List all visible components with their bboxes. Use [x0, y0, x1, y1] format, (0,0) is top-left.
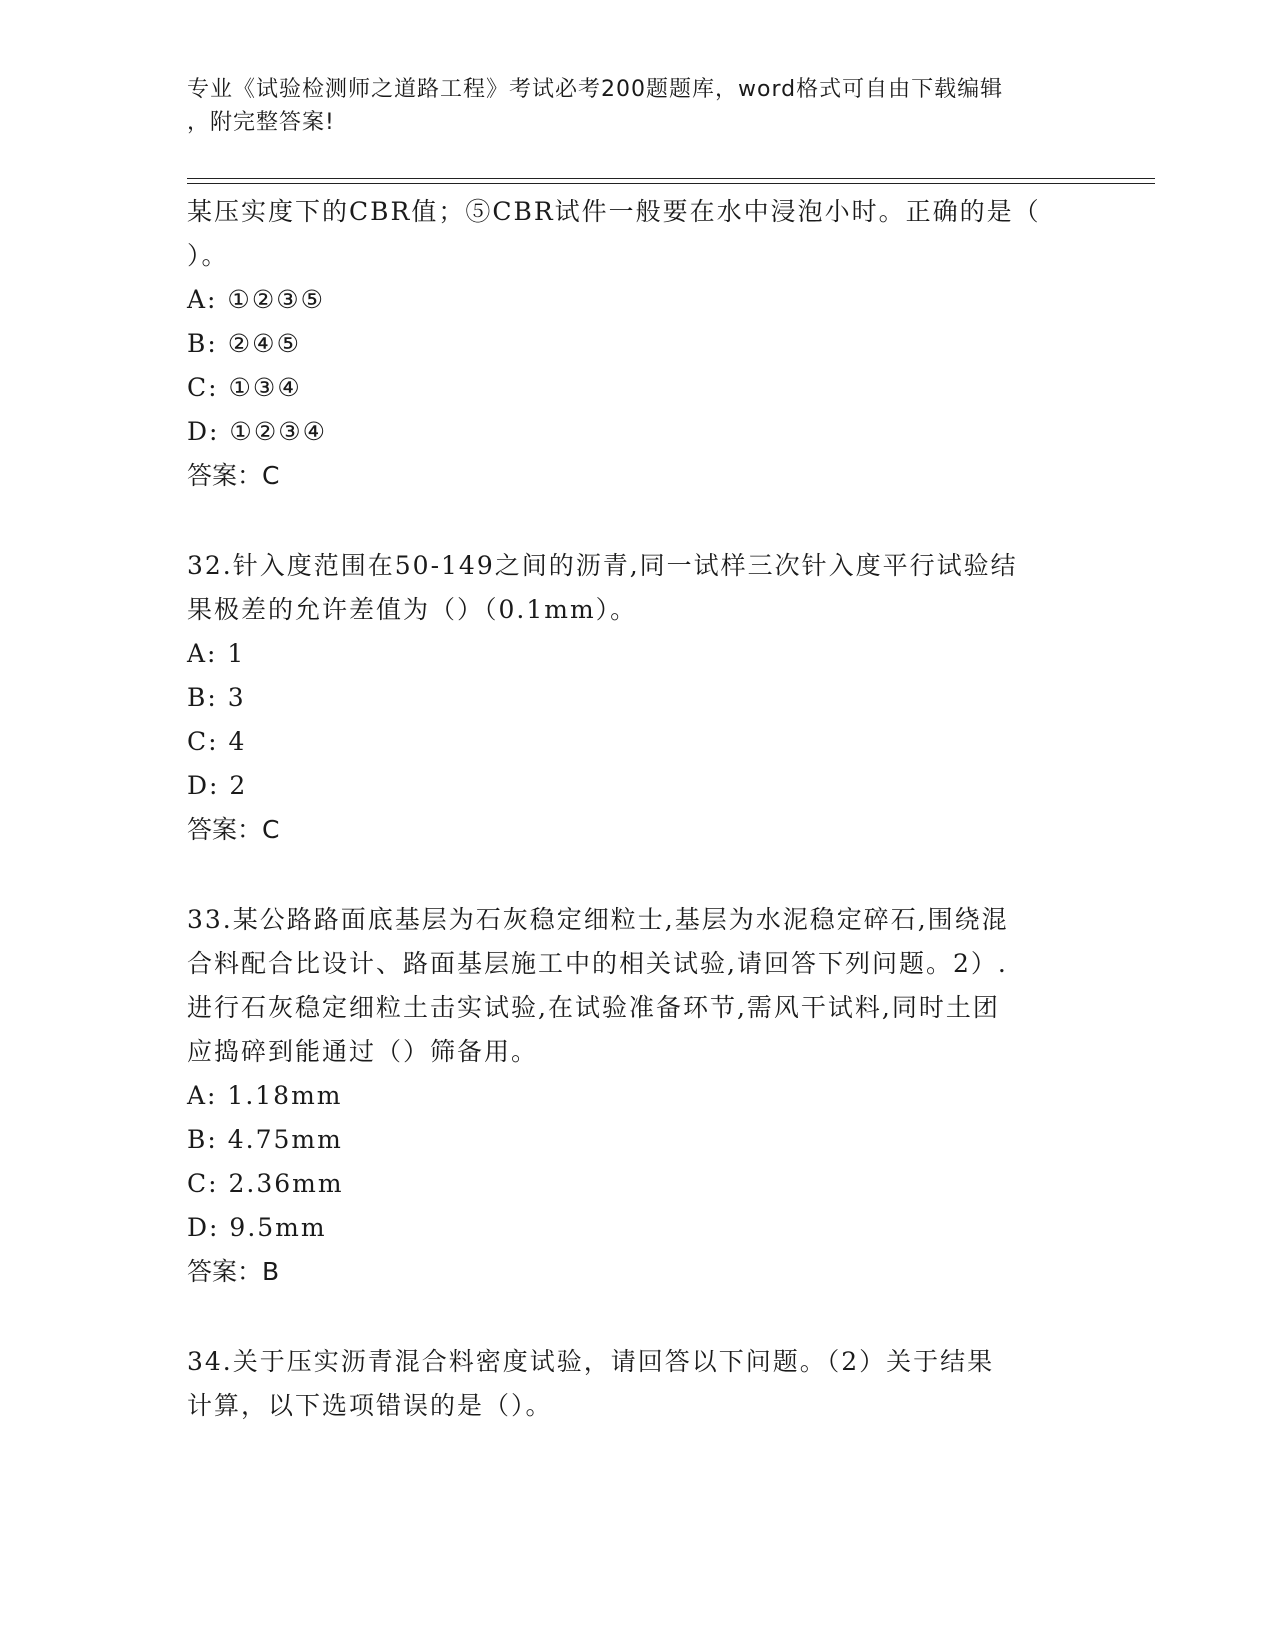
option-d: D: ①②③④	[187, 417, 328, 446]
question-stem-line: 32.针入度范围在50-149之间的沥青,同一试样三次针入度平行试验结	[187, 551, 1018, 580]
option-a: A: 1	[187, 639, 246, 668]
question-stem-line: 某压实度下的CBR值；⑤CBR试件一般要在水中浸泡小时。正确的是（	[187, 197, 1041, 226]
question-33	[187, 898, 1087, 1294]
question-stem-line: 应捣碎到能通过（）筛备用。	[187, 1037, 539, 1066]
option-c: C: 4	[187, 727, 247, 756]
option-c: C: 2.36mm	[187, 1169, 344, 1198]
question-stem-line: 33.某公路路面底基层为石灰稳定细粒士,基层为水泥稳定碎石,围绕混	[187, 905, 1009, 934]
option-d: D: 9.5mm	[187, 1213, 327, 1242]
question-stem-line: ）。	[187, 241, 229, 270]
header-rule-bottom	[187, 183, 1155, 184]
question-32	[187, 544, 1087, 852]
answer-line: 答案：B	[187, 1257, 280, 1286]
answer-line: 答案：C	[187, 461, 280, 490]
question-stem-line: 合料配合比设计、路面基层施工中的相关试验,请回答下列问题。2）.	[187, 949, 1008, 978]
question-31	[187, 190, 1087, 498]
header-rule-top	[187, 178, 1155, 179]
option-c: C: ①③④	[187, 373, 302, 402]
document-header	[187, 73, 1067, 139]
option-d: D: 2	[187, 771, 248, 800]
option-b: B: 4.75mm	[187, 1125, 343, 1154]
header-line-2: ，附完整答案!	[187, 110, 335, 135]
question-stem-line: 计算，以下选项错误的是（）。	[187, 1391, 553, 1420]
question-stem-line: 进行石灰稳定细粒土击实试验,在试验准备环节,需风干试料,同时土团	[187, 993, 1000, 1022]
option-b: B: 3	[187, 683, 246, 712]
answer-line: 答案：C	[187, 815, 280, 844]
option-a: A: 1.18mm	[187, 1081, 343, 1110]
questions-content	[187, 190, 1087, 1428]
header-line-1: 专业《试验检测师之道路工程》考试必考200题题库，word格式可自由下载编辑	[187, 77, 1004, 102]
option-a: A: ①②③⑤	[187, 285, 326, 314]
option-b: B: ②④⑤	[187, 329, 301, 358]
question-stem-line: 34.关于压实沥青混合料密度试验，请回答以下问题。（2）关于结果	[187, 1347, 995, 1376]
question-34	[187, 1340, 1087, 1428]
question-stem-line: 果极差的允许差值为（）（0.1mm）。	[187, 595, 638, 624]
